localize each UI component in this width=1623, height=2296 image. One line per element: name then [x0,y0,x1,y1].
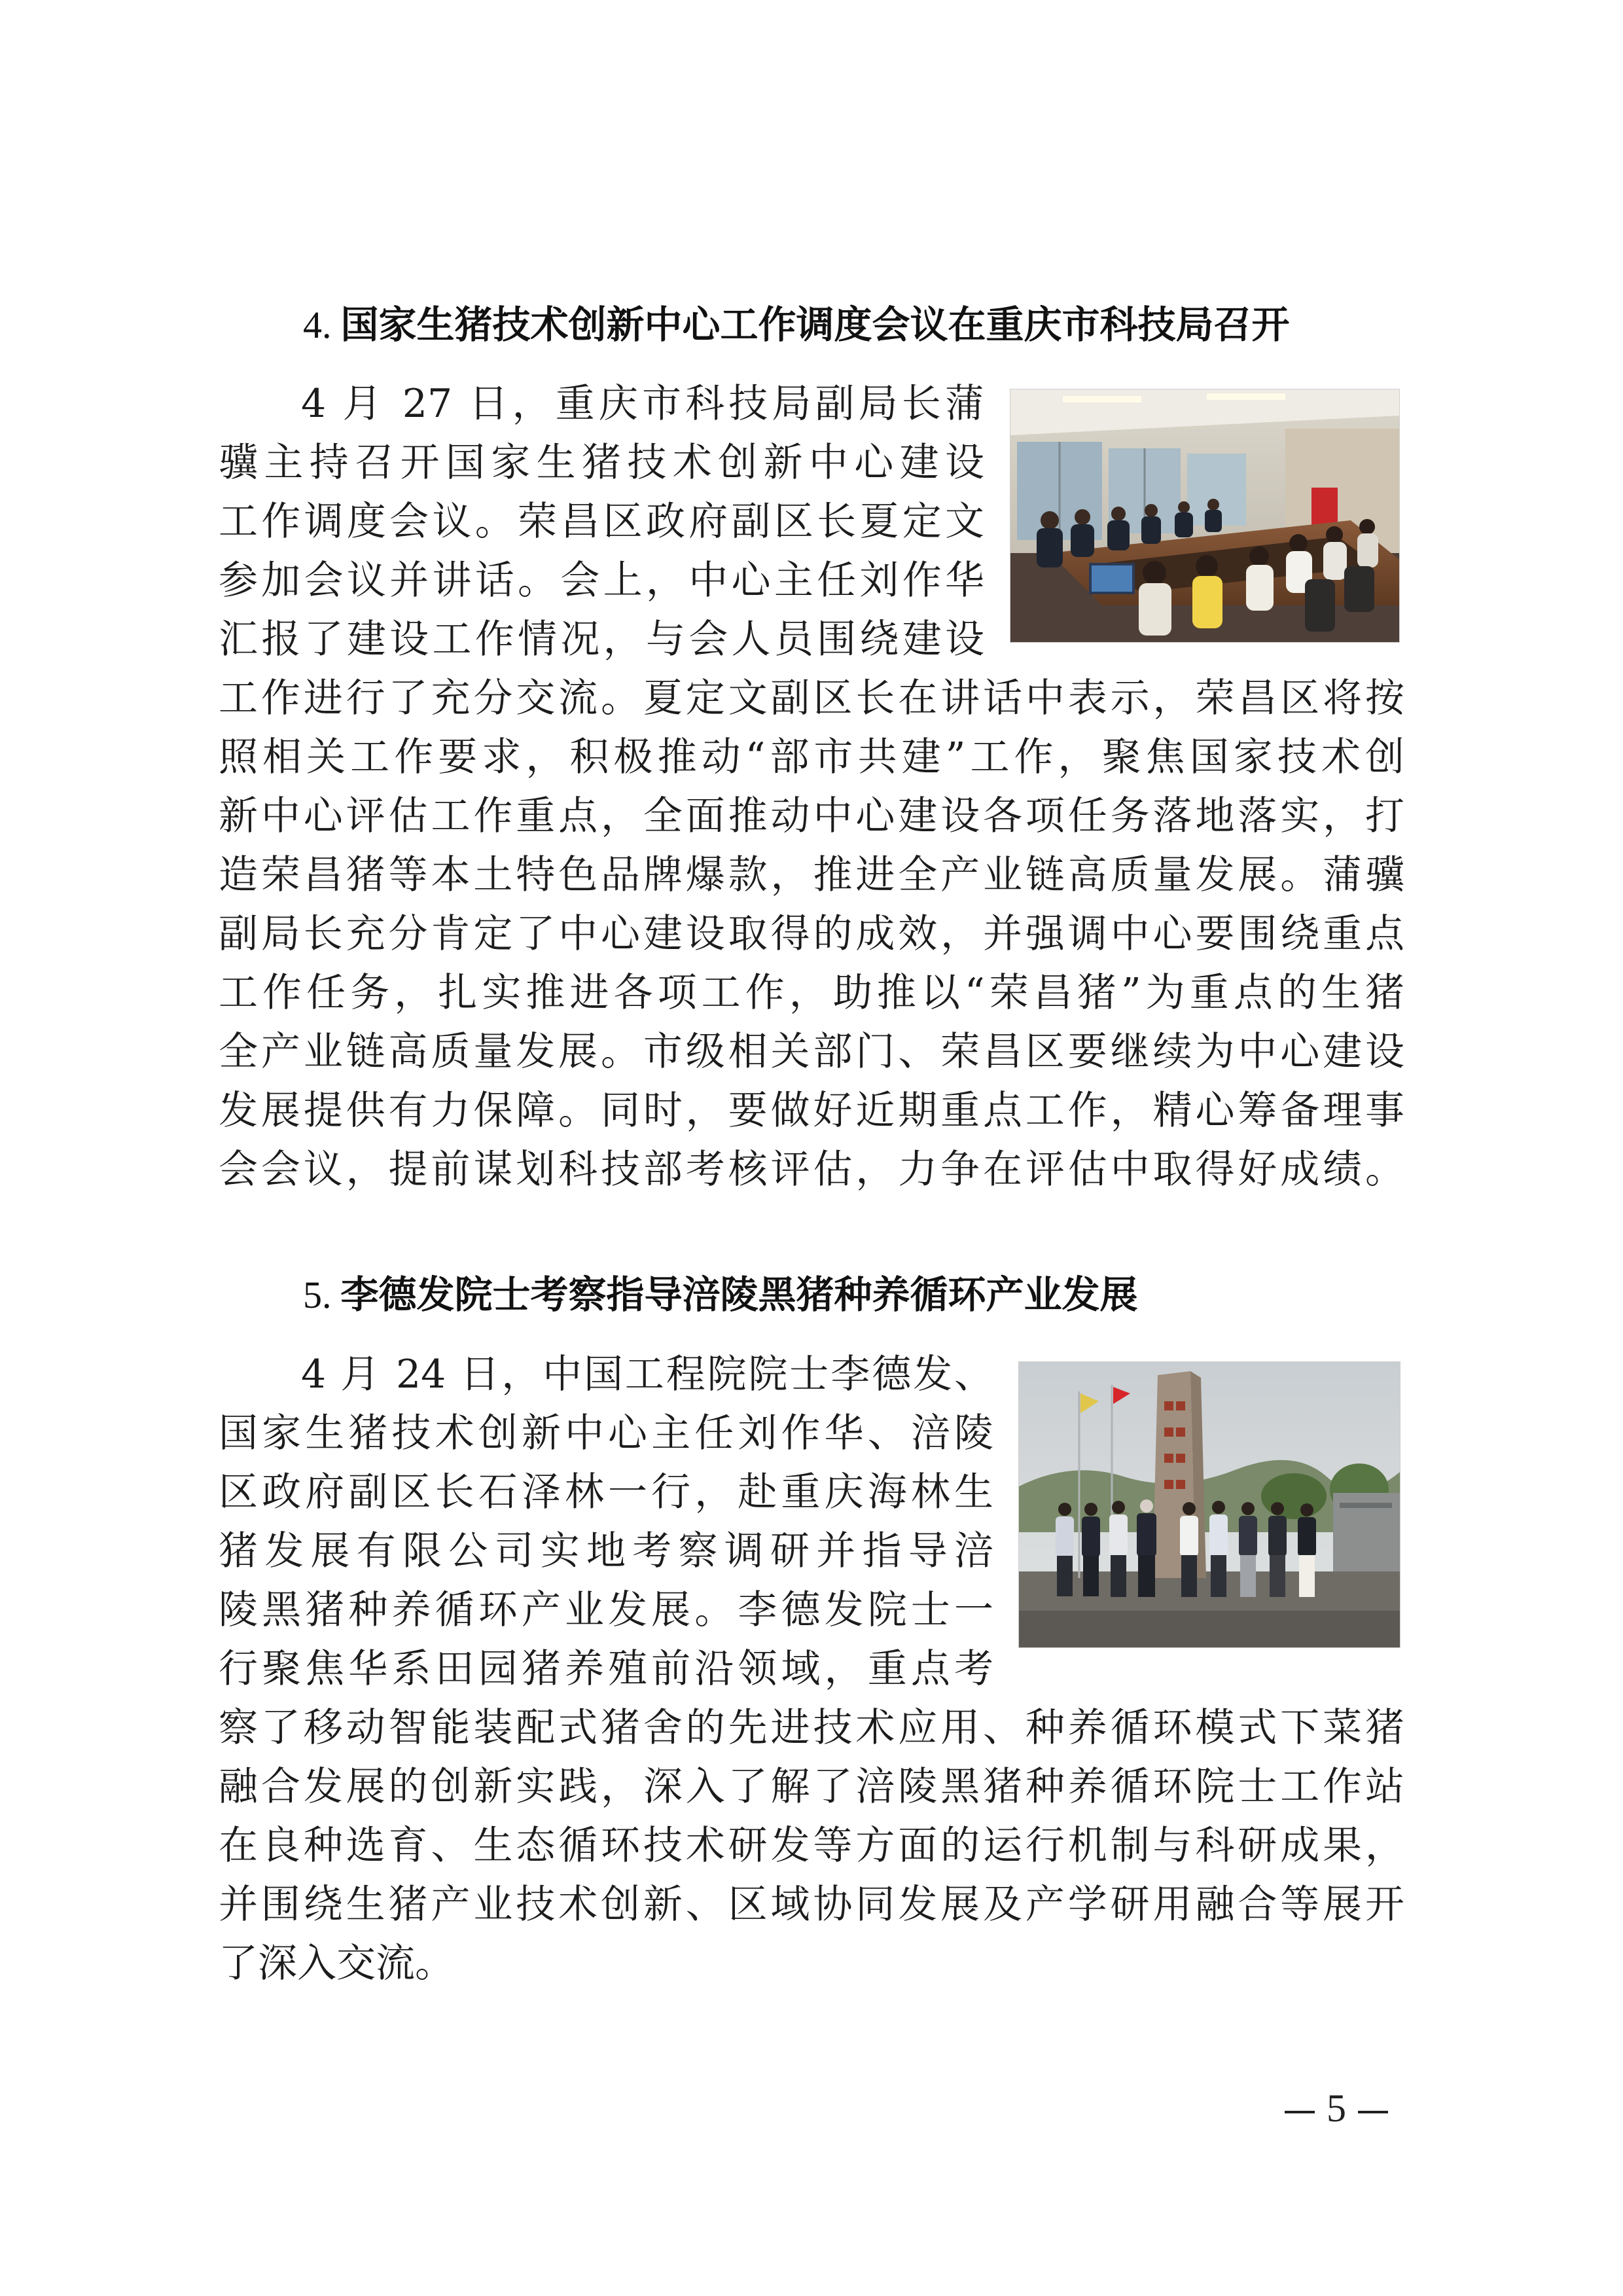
section-5-line-4: 猪发展有限公司实地考察调研并指导涪 [219,1528,993,1574]
section-4-line-14: 会会议，提前谋划科技部考核评估，力争在评估中取得好成绩。 [219,1147,1404,1193]
section-4-line-5: 汇报了建设工作情况，与会人员围绕建设 [219,617,984,662]
inspection-group-photo [1018,1361,1400,1648]
section-4-line-11: 工作任务，扎实推进各项工作，助推以“荣昌猪”为重点的生猪 [219,970,1404,1016]
section-5-line-8: 融合发展的创新实践，深入了解了涪陵黑猪种养循环院士工作站 [219,1764,1404,1810]
section-4-line-1: 4 月 27 日，重庆市科技局副局长蒲 [301,381,984,427]
section-5-heading [303,1271,1138,1319]
section-4-heading [303,301,1290,349]
section-4-line-9: 造荣昌猪等本土特色品牌爆款，推进全产业链高质量发展。蒲骥 [219,852,1404,898]
section-5-number: 5. [303,1274,332,1316]
meeting-photo [1010,389,1400,643]
section-4-line-4: 参加会议并讲话。会上，中心主任刘作华 [219,558,984,603]
section-5-line-11: 了深入交流。 [219,1941,454,1986]
section-4-line-2: 骥主持召开国家生猪技术创新中心建设 [219,440,984,486]
section-4-line-3: 工作调度会议。荣昌区政府副区长夏定文 [219,499,984,545]
section-5-line-1: 4 月 24 日，中国工程院院士李德发、 [301,1352,993,1397]
page-number-dash-left [1285,2111,1315,2113]
section-4-title: 国家生猪技术创新中心工作调度会议在重庆市科技局召开 [340,302,1290,347]
meeting-photo-image [1010,389,1399,642]
section-5-line-9: 在良种选育、生态循环技术研发等方面的运行机制与科研成果， [219,1823,1404,1869]
inspection-group-photo-image [1019,1362,1400,1647]
section-4-line-13: 发展提供有力保障。同时，要做好近期重点工作，精心筹备理事 [219,1088,1404,1134]
section-4-number: 4. [303,304,332,346]
section-4-line-10: 副局长充分肯定了中心建设取得的成效，并强调中心要围绕重点 [219,911,1404,957]
section-5-line-10: 并围绕生猪产业技术创新、区域协同发展及产学研用融合等展开 [219,1882,1404,1928]
page-number-dash-right [1358,2111,1388,2113]
section-4-line-6: 工作进行了充分交流。夏定文副区长在讲话中表示，荣昌区将按 [219,675,1404,721]
section-5-line-7: 察了移动智能装配式猪舍的先进技术应用、种养循环模式下菜猪 [219,1705,1404,1751]
section-5-line-5: 陵黑猪种养循环产业发展。李德发院士一 [219,1587,993,1633]
section-5-line-3: 区政府副区长石泽林一行，赴重庆海林生 [219,1469,993,1515]
section-5-title: 李德发院士考察指导涪陵黑猪种养循环产业发展 [340,1272,1138,1317]
section-4-line-7: 照相关工作要求，积极推动“部市共建”工作，聚焦国家技术创 [219,734,1404,780]
page-number-value: 5 [1327,2087,1346,2130]
page-number [1273,2085,1400,2131]
section-5-line-6: 行聚焦华系田园猪养殖前沿领域，重点考 [219,1646,993,1692]
section-4-line-12: 全产业链高质量发展。市级相关部门、荣昌区要继续为中心建设 [219,1029,1404,1075]
section-4-line-8: 新中心评估工作重点，全面推动中心建设各项任务落地落实，打 [219,793,1404,839]
section-5-line-2: 国家生猪技术创新中心主任刘作华、涪陵 [219,1410,993,1456]
